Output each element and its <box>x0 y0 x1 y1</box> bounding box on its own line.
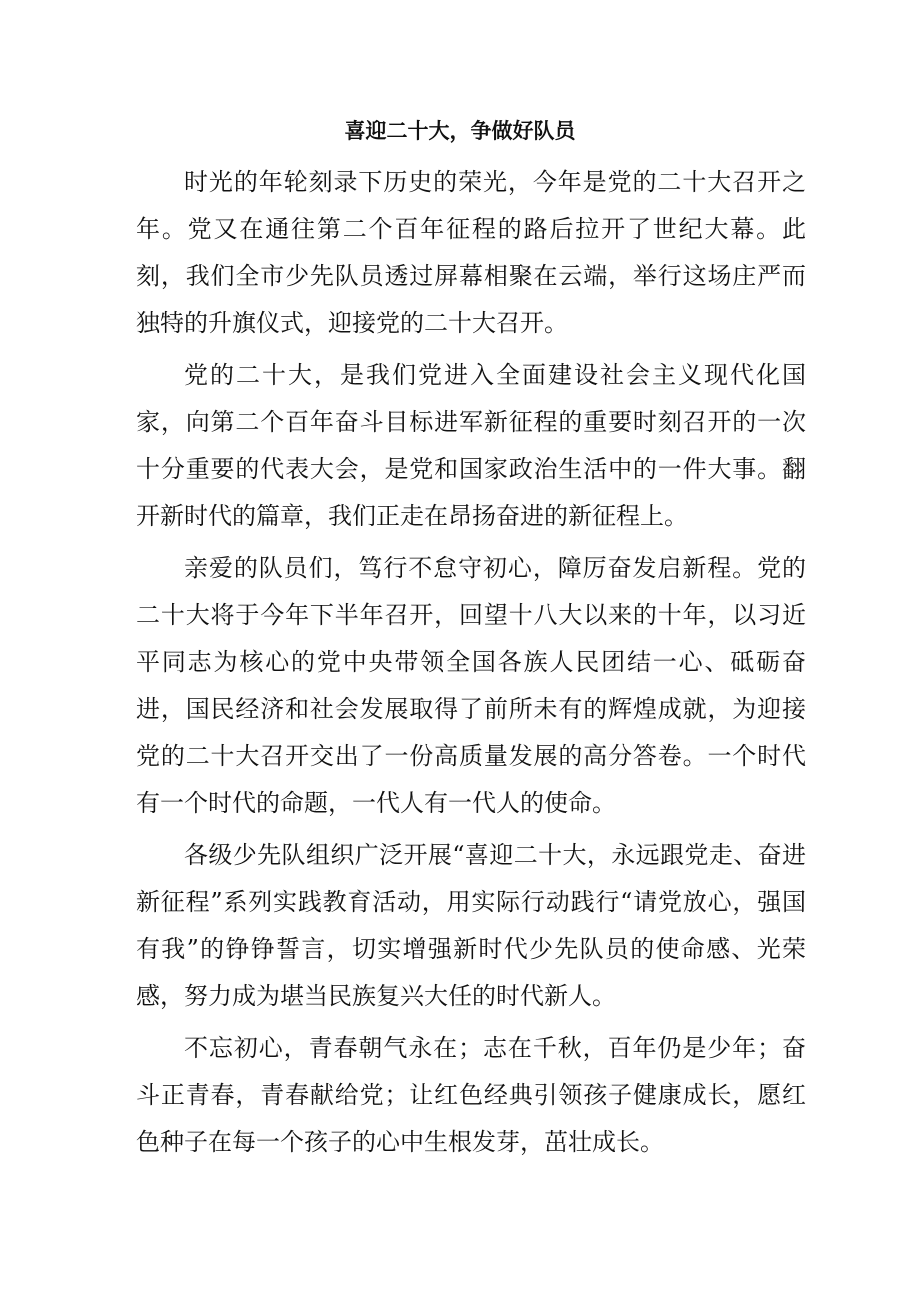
paragraph-1: 时光的年轮刻录下历史的荣光，今年是党的二十大召开之年。党又在通往第二个百年征程的路后拉开了世纪大幕。此刻，我们全市少先队员透过屏幕相聚在云端，举行这场庄严而独特的升旗仪式，迎接党的二十大召开。 <box>136 168 806 337</box>
paragraph-4: 各级少先队组织广泛开展“喜迎二十大，永远跟党走、奋进新征程”系列实践教育活动，用实际行动践行“请党放心，强国有我”的铮铮誓言，切实增强新时代少先队员的使命感、光荣感，努力成为堪当民族复兴大任的时代新人。 <box>136 841 806 1010</box>
document-body <box>136 159 806 1166</box>
document-title: 喜迎二十大，争做好队员 <box>344 118 576 143</box>
paragraph-3: 亲爱的队员们，笃行不怠守初心，障厉奋发启新程。党的二十大将于今年下半年召开，回望十八大以来的十年，以习近平同志为核心的党中央带领全国各族人民团结一心、砥砺奋进，国民经济和社会发展取得了前所未有的辉煌成就，为迎接党的二十大召开交出了一份高质量发展的高分答卷。一个时代有一个时代的命题，一代人有一代人的使命。 <box>136 554 806 817</box>
paragraph-2: 党的二十大，是我们党进入全面建设社会主义现代化国家，向第二个百年奋斗目标进军新征程的重要时刻召开的一次十分重要的代表大会，是党和国家政治生活中的一件大事。翻开新时代的篇章，我们正走在昂扬奋进的新征程上。 <box>136 361 806 530</box>
paragraph-5: 不忘初心，青春朝气永在；志在千秋，百年仍是少年；奋斗正青春，青春献给党；让红色经典引领孩子健康成长，愿红色种子在每一个孩子的心中生根发芽，茁壮成长。 <box>136 1034 806 1156</box>
